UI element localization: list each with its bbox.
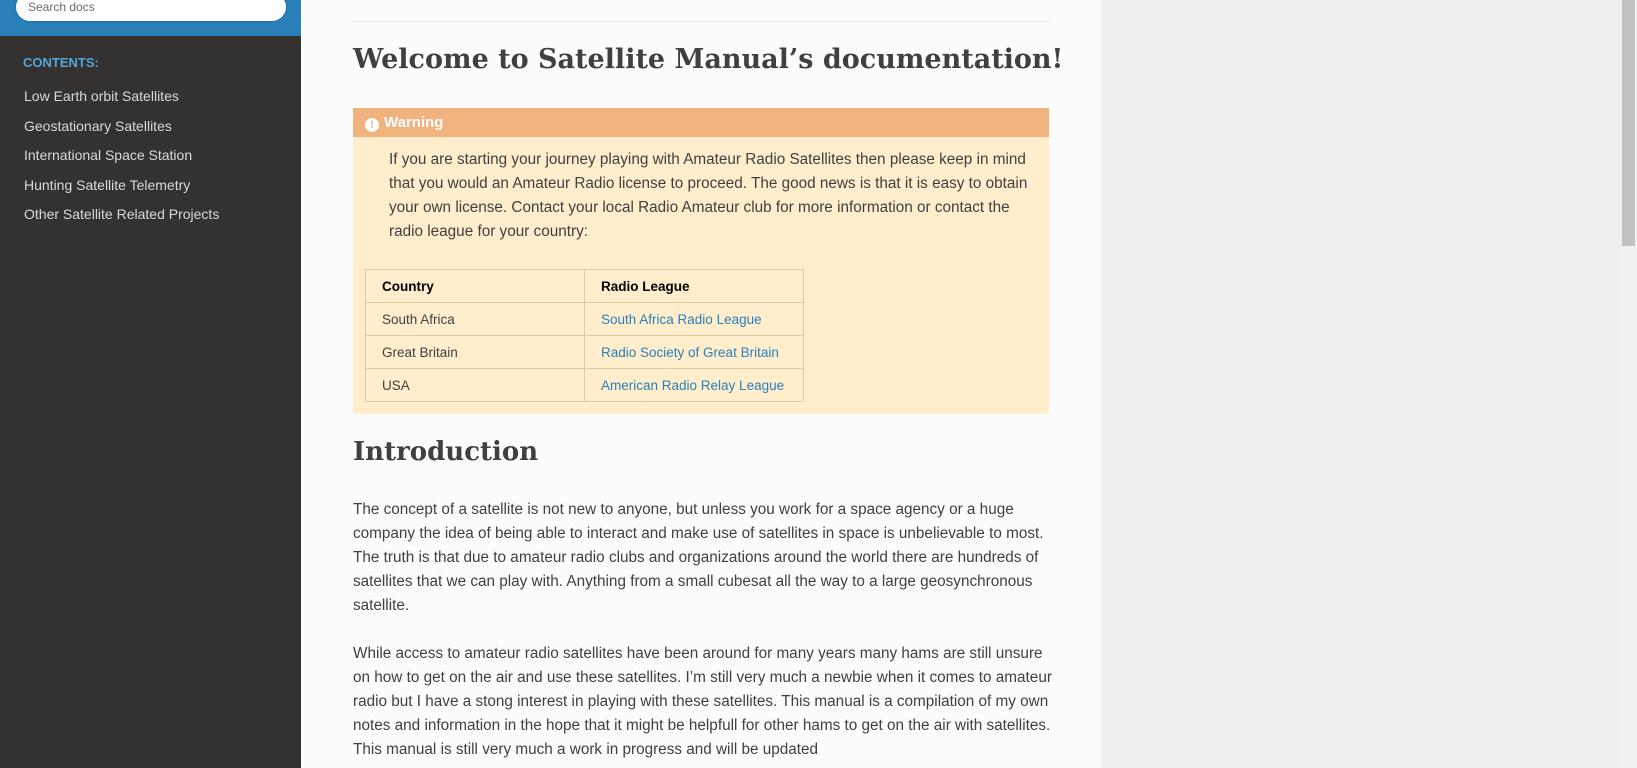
- league-link[interactable]: American Radio Relay League: [601, 377, 785, 393]
- page-background: [1101, 0, 1620, 768]
- warning-admonition: [353, 108, 1049, 414]
- column-header-league: Radio League: [585, 270, 804, 303]
- section-heading-introduction: Introduction: [353, 437, 539, 467]
- sidebar-item-iss[interactable]: International Space Station: [24, 147, 193, 163]
- divider: [353, 21, 1049, 22]
- table-row: [366, 369, 804, 402]
- intro-paragraph: While access to amateur radio satellites have been around for many years many hams are still unsure on how to get on the air and use these satellites. I’m still very much a newbie when it comes to amateur radio but I have a stong interest in playing with these satellites. This manual is a compilation of my own notes and information in the hope that it might be helpfull for other hams to get on the air with satellites. This manual is still very much a work in progress and will be updated: [353, 645, 1052, 758]
- contents-caption: CONTENTS:: [23, 55, 99, 70]
- league-cell: [585, 303, 804, 336]
- league-cell: [585, 336, 804, 369]
- sidebar-item-low-earth-orbit[interactable]: Low Earth orbit Satellites: [24, 88, 179, 104]
- league-link[interactable]: South Africa Radio League: [601, 311, 762, 327]
- warning-title-bar: [353, 108, 1049, 137]
- column-header-country: Country: [366, 270, 585, 303]
- country-cell: Great Britain: [366, 336, 585, 369]
- nav-list: [0, 82, 301, 230]
- search-band: [0, 0, 301, 36]
- table-row: [366, 303, 804, 336]
- sidebar-item-other-projects[interactable]: Other Satellite Related Projects: [24, 206, 220, 222]
- page-title: Welcome to Satellite Manual’s documentation!: [353, 44, 1064, 75]
- country-cell: USA: [366, 369, 585, 402]
- table-row: [366, 336, 804, 369]
- warning-text: If you are starting your journey playing with Amateur Radio Satellites then please keep in mind that you would an Amateur Radio license to proceed. The good news is that it is easy to obtain your own license. Contact your local Radio Amateur club for more information or contact the radio league for your country:: [389, 151, 1028, 240]
- sidebar-item-telemetry[interactable]: Hunting Satellite Telemetry: [24, 176, 191, 193]
- sidebar-item-geostationary[interactable]: Geostationary Satellites: [24, 117, 172, 134]
- intro-paragraph: The concept of a satellite is not new to anyone, but unless you work for a space agency or a huge company the idea of being able to interact and make use of satellites in space is unbelievable to most. The truth is that due to amateur radio clubs and organizations around the world there are hundreds of satellites that we can play with. Anything from a small cubesat all the way to a large geosynchronous satellite.: [353, 501, 1044, 614]
- radio-league-table: [365, 269, 804, 402]
- league-cell: [585, 369, 804, 402]
- search-input[interactable]: [15, 0, 287, 22]
- sidebar: [0, 0, 301, 768]
- scrollbar[interactable]: [1620, 0, 1637, 768]
- warning-title: Warning: [384, 114, 444, 131]
- scrollbar-thumb[interactable]: [1622, 0, 1635, 246]
- league-link[interactable]: Radio Society of Great Britain: [601, 344, 779, 360]
- table-header-row: [366, 270, 804, 303]
- country-cell: South Africa: [366, 303, 585, 336]
- exclamation-circle-icon: !: [365, 118, 379, 132]
